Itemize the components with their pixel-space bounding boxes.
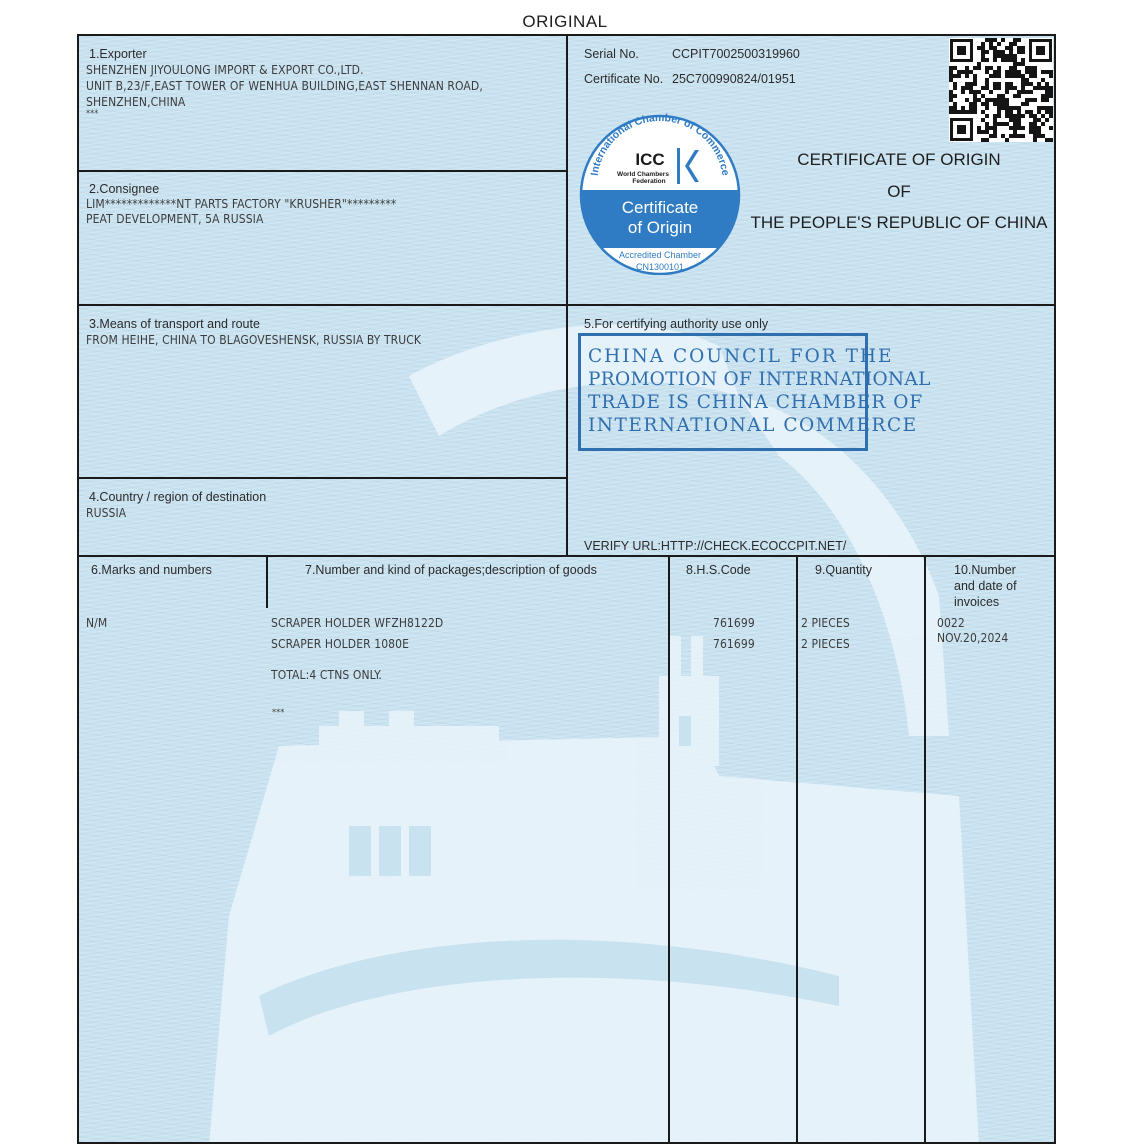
certificate-form (77, 34, 1056, 1144)
qr-code (949, 38, 1053, 142)
exporter-line: SHENZHEN JIYOULONG IMPORT & EXPORT CO.,LTD. (86, 63, 364, 77)
exporter-line: *** (86, 109, 99, 119)
description-header: 7.Number and kind of packages;description of goods (305, 563, 597, 577)
invoice-header: 10.Number (954, 563, 1016, 577)
icc-certificate-of-origin-seal (575, 110, 745, 275)
quantity-value: 2 PIECES (801, 616, 850, 630)
hs-code-value: 761699 (713, 637, 755, 651)
exporter-label: 1.Exporter (89, 47, 147, 61)
serial-label: Serial No. (584, 47, 639, 61)
exporter-line: SHENZHEN,CHINA (86, 95, 186, 109)
stamp-line: PROMOTION OF INTERNATIONAL (588, 369, 931, 390)
stamp-line: CHINA COUNCIL FOR THE (588, 346, 894, 367)
exporter-line: UNIT B,23/F,EAST TOWER OF WENHUA BUILDING,EAST SHENNAN ROAD, (86, 79, 483, 93)
goods-end-mark: *** (272, 708, 285, 718)
document-title: ORIGINAL (522, 12, 608, 31)
destination-value: RUSSIA (86, 506, 127, 520)
serial-value: CCPIT7002500319960 (672, 47, 800, 61)
hs-code-value: 761699 (713, 616, 755, 630)
ccpit-authority-stamp (578, 333, 931, 451)
seal-accredited-text: Accredited Chamber (618, 250, 702, 260)
certificate-title-line1: CERTIFICATE OF ORIGIN (797, 150, 1001, 169)
seal-brand: ICC (635, 150, 665, 169)
certificate-title-line3: THE PEOPLE'S REPUBLIC OF CHINA (750, 213, 1048, 232)
seal-band-text: of Origin (627, 218, 693, 237)
quantity-header: 9.Quantity (815, 563, 872, 577)
invoice-header: and date of (954, 579, 1017, 593)
invoice-date: NOV.20,2024 (937, 631, 1009, 645)
stamp-line: TRADE IS CHINA CHAMBER OF (588, 392, 924, 413)
verify-url: VERIFY URL:HTTP://CHECK.ECOCCPIT.NET/ (584, 539, 847, 553)
invoice-header: invoices (954, 595, 1000, 609)
quantity-value: 2 PIECES (801, 637, 850, 651)
consignee-line: LIM*************NT PARTS FACTORY "KRUSHER"********* (86, 197, 397, 211)
marks-header: 6.Marks and numbers (91, 563, 212, 577)
goods-description: SCRAPER HOLDER WFZH8122D (271, 616, 444, 630)
stamp-line: INTERNATIONAL COMMERCE (588, 415, 918, 436)
authority-label: 5.For certifying authority use only (584, 317, 769, 331)
destination-label: 4.Country / region of destination (89, 490, 267, 504)
transport-label: 3.Means of transport and route (89, 317, 260, 331)
consignee-label: 2.Consignee (89, 182, 160, 196)
consignee-line: PEAT DEVELOPMENT, 5A RUSSIA (86, 212, 264, 226)
transport-value: FROM HEIHE, CHINA TO BLAGOVESHENSK, RUSSIA BY TRUCK (86, 333, 422, 347)
certificate-no-label: Certificate No. (584, 72, 664, 86)
certificate-title-line2: OF (887, 182, 911, 201)
seal-ring-text: International Chamber of Commerce (588, 111, 732, 177)
certificate-no-value: 25C700990824/01951 (672, 72, 796, 86)
seal-sub-text: Federation (632, 178, 666, 185)
goods-description: SCRAPER HOLDER 1080E (271, 637, 410, 651)
marks-value: N/M (86, 616, 108, 630)
invoice-number: 0022 (937, 616, 965, 630)
hs-code-header: 8.H.S.Code (686, 563, 751, 577)
seal-band-text: Certificate (621, 198, 699, 217)
seal-chamber-id: CN1300101 (635, 262, 685, 272)
goods-total: TOTAL:4 CTNS ONLY. (271, 668, 382, 682)
seal-sub-text: World Chambers (617, 171, 669, 178)
